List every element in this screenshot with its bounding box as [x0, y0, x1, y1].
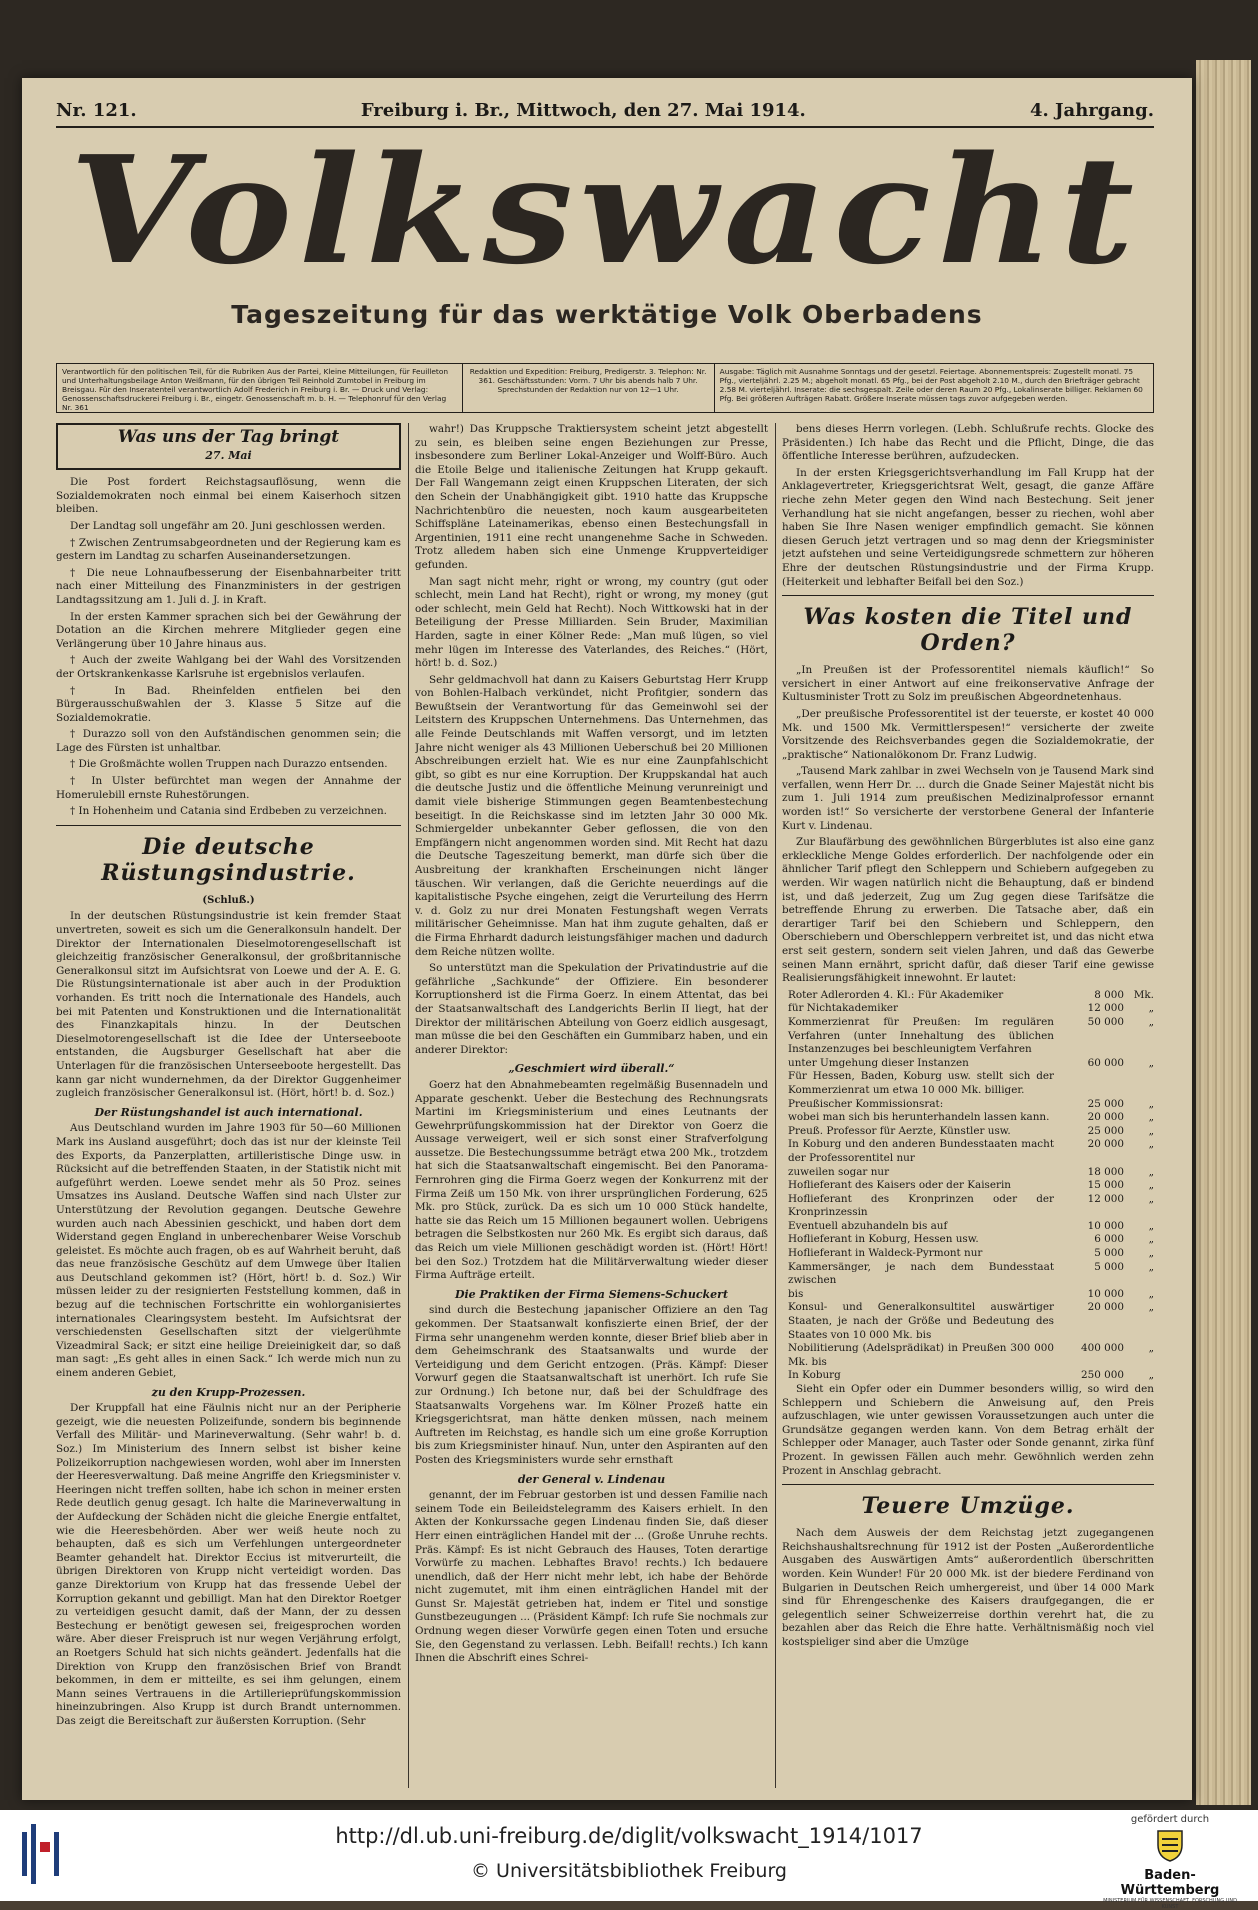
article-paragraph: In der deutschen Rüstungsindustrie ist kein fremder Staat unvertreten, soweit es sich um die Generalkonsuln handelt. Der Direktor der Internationalen Dieselmotorengesellschaft ist gleichzeitig französischer Generalkonsul, der großbritannische Generalkonsul sitzt im Aufsichtsrat von Loewe und der A. E. G. Die Rüstungsinternationale ist aber auch in der Produktion vorhanden. Es tritt noch die Internationale des Handels, auch bei mit Patenten und Konstruktionen und die Internationalität des Finanzkapitals hinzu. In der Deutschen Dieselmotorengesellschaft ist die Idee der Unterseeboote entstanden, die Augsburger Gesellschaft hat aber die Unterlagen für die französischen Unterseeboote hergestellt. Das kann gar nicht wundernehmen, da der Direktor Guggenheimer zugleich französischer Generalkonsul ist. (Hört, hört! b. d. Soz.) [56, 910, 401, 1100]
article-paragraph: Zur Blaufärbung des gewöhnlichen Bürgerblutes ist also eine ganz erkleckliche Menge Goldes erforderlich. Der nachfolgende oder ein ähnlicher Tarif pflegt den Schleppern und Schiebern aufgegeben zu werden. Wir wagen natürlich nicht die Behauptung, daß er bindend ist, und daß jederzeit, Zug um Zug gegen diese Tarifsätze die betreffende Ehrung zu erwerben. Die Tatsache aber, daß ein derartiger Tarif bei den Schiebern und Schleppern, den Oberschiebern und Oberschleppern verbreitet ist, und das nicht etwa erst seit gestern, sondern seit vielen Jahren, und daß das Gewerbe seinen Mann ernährt, spricht dafür, daß dieser Tarif eine gewisse Realisierungsfähigkeit innewohnt. Er lautet: [782, 836, 1154, 985]
price-item: bis [788, 1287, 804, 1300]
price-unit: „ [1148, 1342, 1154, 1355]
column-1 [56, 423, 401, 1788]
price-item: wobei man sich bis herunterhandeln lassen kann. [788, 1111, 1050, 1124]
newspaper-page [22, 78, 1192, 1800]
section-heading: der General v. Lindenau [517, 1472, 666, 1486]
price-item: Roter Adlerorden 4. Kl.: Für Akademiker [788, 988, 1004, 1001]
section-heading: „Geschmiert wird überall.“ [508, 1062, 675, 1076]
article-paragraph: † Durazzo soll von den Aufständischen genommen sein; die Lage des Fürsten ist unhaltbar. [56, 728, 401, 754]
sponsor-ministry: MINISTERIUM FÜR WISSENSCHAFT, FORSCHUNG UND KUNST [1103, 1898, 1237, 1910]
price-unit: „ [1148, 1124, 1154, 1137]
price-value: 12 000 [1087, 1192, 1124, 1205]
sponsor-block [1100, 1814, 1240, 1910]
price-unit: „ [1148, 1301, 1154, 1314]
article-paragraph: Sehr geldmachvoll hat dann zu Kaisers Geburtstag Herr Krupp von Bohlen-Halbach verkündet, nicht Profitgier, sondern das Bewußtsein der Verantwortung für das Gemeinwohl sei der Leitstern des Kruppschen Unternehmens. Das Unternehmen, das alle Feinde Deutschlands mit Waffen versorgt, und im letzten Jahre nicht weniger als 43 Millionen Ueberschuß bei 20 Millionen Abschreibungen erzielt hat. Wie es nur eine Zaunpfahlschicht gibt, so gibt es nur eine Korruption. Der Kruppskandal hat auch die deutsche Justiz und die öffentliche Meinung verunreinigt und damit viele bisherige Stimmungen gegen Beamtenbestechung beseitigt. In die Reichskasse sind im letzten Jahr 30 000 Mk. Schmiergelder unbekannter Geber geflossen, die von den Empfängern nicht angenommen worden sind. Mit Recht hat dazu die Deutsche Tageszeitung bemerkt, man dürfe sich über die Ausbreitung der krankhaften Erscheinungen nicht länger täuschen. Wir verlangen, daß die Gerichte neuerdings auf die kapitalistische Psyche eingehen, zeigt die Verurteilung des Herrn v. d. Golz zu nur drei Monaten Festungshaft wegen Verrats militärischer Geheimnisse. Man hat ihm zugute gehalten, daß er die Firma Ehrhardt dadurch leistungsfähiger machen und dadurch dem Reiche nützen wollte. [415, 673, 768, 958]
price-row [782, 1301, 1154, 1342]
price-unit: „ [1148, 1165, 1154, 1178]
price-item: Hoflieferant des Kaisers oder der Kaiserin [788, 1179, 1011, 1192]
price-row [782, 1261, 1154, 1288]
price-unit: „ [1148, 1287, 1154, 1300]
price-value [1054, 1070, 1124, 1097]
price-item: Kommerzienrat für Preußen: Im regulären Verfahren (unter Innehaltung des üblichen Instanzenzuges bei beschleunigtem Verfahren [788, 1015, 1054, 1056]
price-item: Hoflieferant in Waldeck-Pyrmont nur [788, 1247, 983, 1260]
price-item: Preuß. Professor für Aerzte, Künstler usw. [788, 1124, 1011, 1137]
price-item: Eventuell abzuhandeln bis auf [788, 1219, 948, 1232]
price-value: 10 000 [1087, 1219, 1124, 1232]
issue-number: Nr. 121. [56, 100, 137, 121]
price-value: 15 000 [1087, 1179, 1124, 1192]
price-unit: „ [1148, 1056, 1154, 1069]
price-value: 20 000 [1087, 1111, 1124, 1124]
article-title-umzuege: Teuere Umzüge. [861, 1493, 1075, 1520]
article-paragraph: † Die neue Lohnaufbesserung der Eisenbahnarbeiter tritt nach einer Mitteilung des Finanzministers in der gestrigen Landtagssitzung am 1. Juli d. J. in Kraft. [56, 566, 401, 606]
price-unit: „ [1148, 1138, 1154, 1151]
article-paragraph: bens dieses Herrn vorlegen. (Lebh. Schlußrufe rechts. Glocke des Präsidenten.) Ich habe das Recht und die Pflicht, Dinge, die das öffentliche Interesse berühren, aufzudecken. [782, 423, 1154, 463]
price-unit: „ [1148, 1015, 1154, 1028]
article-subtitle-ruestung: (Schluß.) [202, 894, 255, 906]
price-value: 6 000 [1094, 1233, 1124, 1246]
sponsor-name: Baden-Württemberg [1120, 1868, 1220, 1898]
column-rule [408, 423, 409, 1788]
article-paragraph: „Der preußische Professorentitel ist der teuerste, er kostet 40 000 Mk. und 1500 Mk. Vermittlerspesen!“ versicherte der zweite Vorsitzende des Reichsverbandes gegen die Sozialdemokratie, der „praktische“ Nationalökonom Dr. Franz Ludwig. [782, 707, 1154, 761]
price-unit: „ [1148, 1111, 1154, 1124]
column-3 [782, 423, 1154, 1788]
column-divider [782, 1484, 1154, 1485]
price-value: 18 000 [1087, 1165, 1124, 1178]
article-paragraph: † Die Großmächte wollen Truppen nach Durazzo entsenden. [70, 758, 388, 771]
day-items [56, 476, 401, 819]
price-value: 60 000 [1087, 1056, 1124, 1069]
article-paragraph: † In Bad. Rheinfelden entfielen bei den Bürgerausschußwahlen der 3. Klasse 5 Sitze auf die Sozialdemokratie. [56, 684, 401, 724]
article-paragraph: „Tausend Mark zahlbar in zwei Wechseln von je Tausend Mark sind verfallen, wenn Herr Dr. ... durch die Gnade Seiner Majestät nicht bis zum 1. Juli 1914 zum preußischen Medizinalprofessor ernannt worden ist!“ So versicherte der verstorbene General der Infanterie Kurt v. Lindenau. [782, 765, 1154, 832]
day-box-date: 27. Mai [205, 448, 252, 462]
article-paragraph: Der Kruppfall hat eine Fäulnis nicht nur an der Peripherie gezeigt, wie die neuesten Polizeifunde, sondern bis beginnende Verfall des Militär- und Marineverwaltung. (Sehr wahr! b. d. Soz.) Im Ministerium des Innern selbst ist bisher keine Polizeikorruption nachgewiesen worden, wohl aber im Innersten der Heeresverwaltung. Daß meine Angriffe den Kriegsminister v. Heeringen nicht treffen sollten, habe ich schon in meiner ersten Rede deutlich genug gesagt. Ich halte die Marineverwaltung in der Aufdeckung der Schäden nicht die gleiche Energie entfaltet, wie die Heeresbehörden. Aber wer weiß heute noch zu behaupten, daß es sich um Verfehlungen untergeordneter Beamter gehandelt hat. Direktor Eccius ist mitverurteilt, die übrigen Direktoren von Krupp nicht verteidigt worden. Das ganze Direktorium von Krupp hat das fressende Uebel der Korruption gekannt und gebilligt. Man hat den Direktor Roetger zu verteidigen gesucht damit, daß der Mann, der zu dessen Bestechung er benötigt gewesen sei, freigesprochen worden wäre. Aber dieser Freispruch ist nur wegen Verjährung erfolgt, an Roetgers Schuld hat sich nichts geändert. Jedenfalls hat die Direktion von Krupp den französischen Brief von Brandt bekommen, in dem er mitteilte, es sei ihm gelungen, einem Mann seines Vertrauens in die Artillerieprüfungskommission hineinzubringen. Also Krupp ist durch Brandt unternommen. Das zeigt die Bereitschaft zur äußersten Korruption. (Sehr [56, 1402, 401, 1727]
article-body-end [782, 423, 1154, 589]
article-title-titel-orden: Was kosten die Titel und Orden? [803, 604, 1133, 657]
price-unit: „ [1148, 1192, 1154, 1205]
article-body-ruestung [56, 910, 401, 1728]
price-unit: „ [1148, 1219, 1154, 1232]
price-item: Preußischer Kommissionsrat: [788, 1097, 944, 1110]
price-row [782, 1016, 1154, 1057]
infobox-responsible: Verantwortlich für den politischen Teil, für die Rubriken Aus der Partei, Kleine Mitteilungen, für Feuilleton und Unterhaltungsbeilage Anton Weißmann, für den übrigen Teil Reinhold Zumtobel in Freiburg im Breisgau. Für den Inseratenteil verantwortlich Adolf Frederich in Freiburg i. Br. — Druck und Verlag: Genossenschaftsdruckerei Freiburg i. Br., eingetr. Genossenschaft m. b. H. — Telephonruf für den Verlag Nr. 361 [62, 367, 449, 412]
price-item: In Koburg [788, 1369, 841, 1382]
baden-wuerttemberg-crest-icon [1152, 1827, 1188, 1863]
price-row [782, 1098, 1154, 1112]
article-paragraph: So unterstützt man die Spekulation der Privatindustrie auf die gefährliche „Sachkunde“ der Offiziere. Ein besonderer Korruptionsherd ist die Firma Goerz. In einem Attentat, das bei der Staatsanwaltschaft des Landgerichts Berlin II liegt, hat der Direktor der militärischen Abteilung von Goerz eidlich ausgesagt, man müsse die bei den Geschäften ein Gummibarz haben, und ein anderer Direktor: [415, 962, 768, 1056]
price-value: 5 000 [1094, 1260, 1124, 1273]
price-item: Konsul- und Generalkonsultitel auswärtiger Staaten, je nach der Größe und Bedeutung des Staates von 10 000 Mk. bis [788, 1301, 1054, 1341]
article-body-umzuege [782, 1527, 1154, 1649]
price-unit: „ [1148, 1233, 1154, 1246]
price-row [782, 1193, 1154, 1220]
price-unit: „ [1148, 1247, 1154, 1260]
price-value: 12 000 [1087, 1002, 1124, 1015]
price-value: 250 000 [1081, 1369, 1124, 1382]
article-paragraph: In der ersten Kriegsgerichtsverhandlung im Fall Krupp hat der Anklagevertreter, Kriegsgerichtsrat Welt, gesagt, die ganze Affäre rieche zehn Meter gegen den Wind nach Bestechung. Seit jener Verhandlung hat sie nicht angefangen, besser zu riechen, wohl aber haben Sie Ihre Nasen weniger empfindlich gemacht. Sie können diesen Geruch jetzt vertragen und so mag denn der Kriegsminister jetzt aufstehen und seine Verteidigungsrede schmettern zur höheren Ehre der deutschen Rüstungsindustrie und der Firma Krupp. (Heiterkeit und lebhafter Beifall bei den Soz.) [782, 466, 1154, 588]
price-value: 20 000 [1087, 1138, 1124, 1151]
price-row [782, 1342, 1154, 1369]
article-body-continued [415, 423, 768, 1666]
price-row [782, 1247, 1154, 1261]
section-heading: Die Praktiken der Firma Siemens-Schuckert [454, 1287, 729, 1301]
article-paragraph: † Zwischen Zentrumsabgeordneten und der Regierung kam es gestern im Landtag zu scharfen Auseinandersetzungen. [56, 536, 401, 563]
price-item: Hoflieferant in Koburg, Hessen usw. [788, 1233, 979, 1246]
price-row [782, 1138, 1154, 1165]
permalink-url[interactable]: http://dl.ub.uni-freiburg.de/diglit/volkswacht_1914/1017 [335, 1824, 923, 1848]
price-unit: „ [1148, 1097, 1154, 1110]
price-row [782, 1002, 1154, 1016]
price-item: In Koburg und den anderen Bundesstaaten macht der Professorentitel nur [788, 1138, 1054, 1164]
article-paragraph: Goerz hat den Abnahmebeamten regelmäßig Busennadeln und Apparate geschenkt. Ueber die Bestechung des Rechnungsrats Martini im Kriegsministerium und eines Leutnants der Gewehrprüfungskommission hat der Direktor von Goerz die Aussage verweigert, weil er sich sonst einer Strafverfolgung aussetze. Die Bestechungssumme beträgt etwa 200 Mk., trotzdem hat sich die Staatsanwaltschaft eingemischt. Bei den Panorama-Fernrohren ging die Firma Goerz wegen der Konkurrenz mit der Firma Zeiß um 150 Mk. von ihrer ursprünglichen Forderung, 625 Mk. pro Stück, zurück. Da es sich um 10 000 Stück handelte, hatte sie das Reich um 15 Millionen begaunert wollen. Uebrigens betragen die Selbstkosten nur 260 Mk. Es ergibt sich daraus, daß das Reich um viele Millionen geschädigt worden ist. (Hört! Hört! bei den Soz.) Trotzdem hat die Militärverwaltung wieder dieser Firma Aufträge erteilt. [415, 1078, 768, 1282]
price-unit: „ [1148, 1002, 1154, 1015]
article-paragraph: † In Ulster befürchtet man wegen der Annahme der Homerulebill ernste Ruhestörungen. [56, 775, 401, 801]
price-row [782, 1288, 1154, 1302]
price-value: 25 000 [1087, 1124, 1124, 1137]
article-paragraph: genannt, der im Februar gestorben ist und dessen Familie nach seinem Tode ein Beileidstelegramm des Kaisers erhielt. In den Akten der Konkurssache gegen Lindenau finden Sie, daß dieser Herr einen einträglichen Handel mit der ... (Große Unruhe rechts. Präs. Kämpf: Es ist nicht Gebrauch des Hauses, Toten derartige Vorwürfe zu machen. Lebhaftes Bravo! rechts.) Ich bedauere unendlich, daß der Herr nicht mehr lebt, ich habe der Behörde nicht zugemutet, mit ihm einen einträglichen Handel mit der Gunst Sr. Majestät getrieben hat, indem er Titel und sonstige Gunstbezeugungen ... (Präsident Kämpf: Ich rufe Sie nochmals zur Ordnung wegen dieser Vorwürfe gegen einen Toten und ersuche Sie, den Gegenstand zu verlassen. Lebh. Beifall! rechts.) Ich kann Ihnen die Abschrift eines Schrei- [415, 1489, 768, 1665]
article-paragraph: wahr!) Das Kruppsche Traktiersystem scheint jetzt abgestellt zu sein, es bleiben seine engen Beziehungen zur Presse, insbesondere zum Berliner Lokal-Anzeiger und Wolff-Büro. Auch die Etoile Belge und italienische Zeitungen hat Krupp gekauft. Der Fall Wangemann zeigt einen Kruppschen Literaten, der sich den Schein der Unabhängigkeit gibt. 1910 hatte das Kruppsche Nachrichtenbüro die neuesten, noch kaum ausgearbeiteten Schiffspläne Lateinamerikas, ebenso einen Bestechungsfall in Argentinien, 1911 eine recht unangenehme Sache in Schweden. Trotz alledem haben sich eine Unmenge Kruppverteidiger gefunden. [415, 423, 768, 571]
column-rule [775, 423, 776, 1788]
price-row [782, 1111, 1154, 1125]
price-unit: „ [1148, 1260, 1154, 1273]
column-divider [56, 825, 401, 826]
price-row [782, 1166, 1154, 1180]
sponsor-label: gefördert durch [1130, 1814, 1210, 1825]
masthead-subtitle: Tageszeitung für das werktätige Volk Oberbadens [231, 300, 983, 329]
price-unit: „ [1148, 1369, 1154, 1382]
price-value: 25 000 [1087, 1097, 1124, 1110]
price-item: für Nichtakademiker [788, 1002, 898, 1015]
price-row [782, 1233, 1154, 1247]
issue-place-date: Freiburg i. Br., Mittwoch, den 27. Mai 1914. [360, 100, 806, 121]
issue-volume: 4. Jahrgang. [1029, 100, 1154, 121]
price-row [782, 1369, 1154, 1383]
price-item: Hoflieferant des Kronprinzen oder der Kronprinzessin [788, 1192, 1054, 1219]
price-value: 50 000 [1087, 1015, 1124, 1028]
price-value: 10 000 [1087, 1287, 1124, 1300]
issue-header [56, 100, 1154, 124]
article-paragraph: sind durch die Bestechung japanischer Offiziere an den Tag gekommen. Der Staatsanwalt konfiszierte einen Brief, der der Firma sehr unangenehm werden konnte, dieser Brief blieb aber in dem Geheimschrank des Staatsanwalts und wurde der Verteidigung und dem Gericht entzogen. (Präs. Kämpf: Dieser Vorwurf gegen die Staatsanwaltschaft ist unerhört. Ich rufe Sie zur Ordnung.) Ich betone nur, daß bei der Schuldfrage des Staatsanwalts Vorgehens war. Im Kölner Prozeß hatte ein Kriegsgerichtsrat, man hätte denken müssen, nach meinem Auftreten im Reichstag, es handle sich um eine große Korruption bis zum Kriegsminister hinauf. Nun, unter den Aspiranten auf den Posten des Kriegsministers wurde sehr ernsthaft [415, 1304, 768, 1466]
price-value: 8 000 [1094, 988, 1124, 1001]
price-row [782, 1057, 1154, 1071]
price-item: Für Hessen, Baden, Koburg usw. stellt sich der Kommerzienrat um etwa 10 000 Mk. billiger. [788, 1070, 1054, 1096]
infobox-office: Redaktion und Expedition: Freiburg, Predigerstr. 3. Telephon: Nr. 361. Geschäftsstunden: Vorm. 7 Uhr bis abends halb 7 Uhr. Sprechstunden der Redaktion nur von 12—1 Uhr. [462, 364, 714, 412]
price-value: 400 000 [1081, 1342, 1124, 1355]
price-row [782, 1125, 1154, 1139]
article-paragraph: Nach dem Ausweis der dem Reichstag jetzt zugegangenen Reichshaushaltsrechnung für 1912 ist der Posten „Außerordentliche Ausgaben des Auswärtigen Amts“ außerordentlich überschritten worden. Kein Wunder! Für 20 000 Mk. ist der biedere Ferdinand von Bulgarien in Deutschen Reich umhergereist, und über 14 000 Mark sind für Ehrengeschenke des Kaisers draufgegangen, die er gelegentlich seiner Schweizerreise dorthin verehrt hat, die zu bezahlen aber das Reich die Ehre hatte. Verhältnismäßig noch viel kostspieliger sind aber die Umzüge [782, 1527, 1154, 1648]
price-unit: „ [1148, 1179, 1154, 1192]
article-paragraph: Der Landtag soll ungefähr am 20. Juni geschlossen werden. [70, 519, 386, 532]
masthead-title: Volkswacht [69, 123, 1141, 297]
article-body-titel-orden [782, 664, 1154, 986]
price-unit: Mk. [1133, 988, 1154, 1001]
infobox-subscription: Ausgabe: Täglich mit Ausnahme Sonntags und der gesetzl. Feiertage. Abonnementspreis: Zugestellt monatl. 75 Pfg., vierteljährl. 2.25 M.; abgeholt monatl. 65 Pfg., bei der Post abgeholt 2.10 M., durch den Briefträger gebracht 2.58 M. vierteljährl. Inserate: die sechsgespalt. Zeile oder deren Raum 20 Pfg., Lokalinserate billiger. Reklamen 60 Pfg. Bei größeren Aufträgen Rabatt. Größere Inserate müssen tags zuvor aufgegeben werden. [714, 364, 1153, 412]
publisher-infobox [56, 363, 1154, 413]
price-row [782, 989, 1154, 1003]
article-paragraph: Sieht ein Opfer oder ein Dummer besonders willig, so wird den Schleppern und Schiebern die Anweisung auf, den Preis aufzuschlagen, wie unter gewissen Voraussetzungen auch unter die Grundsätze gegangen werden kann. Von dem Betrag erhält der Schlepper oder Manager, auch Taster oder Sonde genannt, zirka fünf Prozent. In gewissen Fällen auch mehr. Gewöhnlich werden zehn Prozent in Anschlag gebracht. [782, 1383, 1154, 1477]
day-box [56, 423, 401, 470]
copyright-notice: © Universitätsbibliothek Freiburg [471, 1860, 787, 1882]
article-paragraph: Man sagt nicht mehr, right or wrong, my country (gut oder schlecht, mein Land hat Recht), right or wrong, my money (gut oder schlecht, mein Geld hat Recht). Noch Wittkowski hat in der Beteiligung der Presse Milliarden. Sein Bruder, Maximilian Harden, sagte in einer Kölner Rede: „Man muß lügen, so viel mehr lügen im Interesse des Vaterlandes, des Reiches.“ (Hört, hört! b. d. Soz.) [415, 575, 768, 670]
book-spine [1196, 60, 1251, 1805]
column-divider [782, 595, 1154, 596]
article-paragraph: In der ersten Kammer sprachen sich bei der Gewährung der Dotation an die Kirchen mehrere Mitglieder gegen eine Verlängerung über 10 Jahre hinaus aus. [56, 610, 401, 650]
price-row [782, 1220, 1154, 1234]
article-paragraph: Die Post fordert Reichstagsauflösung, wenn die Sozialdemokraten noch einmal bei einem Kaiserhoch sitzen bleiben. [56, 476, 401, 516]
article-paragraph: Aus Deutschland wurden im Jahre 1903 für 50—60 Millionen Mark ins Ausland ausgeführt; doch das ist nur der kleinste Teil des Exports, da Panzerplatten, artilleristische Dinge usw. in Rücksicht auf die betreffenden Staaten, in der Statistik nicht mit aufgeführt werden. Loewe sendet mehr als 50 Proz. seines Umsatzes ins Ausland. Deutsche Waffen sind nach Ulster zur Unterstützung der Revolution gegangen. Deutsche Gewehre wurden auch nach Abessinien geschickt, und haben dort dem Widerstand gegen England in unberechenbarer Weise Vorschub geleistet. Es möchte auch fragen, ob es auf Wahrheit beruht, daß das neue französische Geschütz auf dem Umwege über Italien aus Deutschland gekommen ist? (Hört, hört! b. d. Soz.) Wir müssen leider zu der resignierten Feststellung kommen, daß in bezug auf die technischen Fortschritte ein wohlorganisiertes internationales Clearingsystem besteht. Im Aufsichtsrat der verschiedensten Gesellschaften sitzt der vielgerühmte Vizeadmiral Sack; er sitzt eine heilige Dreieinigkeit dar, so daß man sagt: „Es geht alles in einen Sack.“ Ich werde mich nun zu einem anderen Gebiet, [56, 1122, 401, 1380]
price-item: unter Umgehung dieser Instanzen [788, 1056, 969, 1069]
viewer-footer [0, 1810, 1258, 1910]
day-box-title: Was uns der Tag bringt [117, 427, 340, 447]
article-paragraph: † Auch der zweite Wahlgang bei der Wahl des Vorsitzenden der Ortskrankenkasse Karlsruhe ist ergebnislos verlaufen. [56, 654, 401, 680]
price-item: zuweilen sogar nur [788, 1165, 890, 1178]
column-2 [415, 423, 768, 1788]
price-list [782, 989, 1154, 1383]
article-paragraph: † In Hohenheim und Catania sind Erdbeben zu verzeichnen. [70, 805, 387, 818]
price-unit [1124, 1070, 1154, 1097]
article-paragraph: „In Preußen ist der Professorentitel niemals käuflich!“ So versichert in einer Antwort auf eine freikonservative Anfrage der Kultusminister Trott zu Solz im preußischen Abgeordnetenhaus. [782, 664, 1154, 704]
price-value: 5 000 [1094, 1247, 1124, 1260]
price-item: Kammersänger, je nach dem Bundesstaat zwischen [788, 1260, 1054, 1287]
section-heading: zu den Krupp-Prozessen. [151, 1385, 306, 1399]
section-heading: Der Rüstungshandel ist auch international. [94, 1105, 363, 1119]
article-title-ruestung: Die deutsche Rüstungsindustrie. [101, 833, 356, 886]
price-value: 20 000 [1087, 1301, 1124, 1314]
price-item: Nobilitierung (Adelsprädikat) in Preußen 300 000 Mk. bis [788, 1342, 1054, 1368]
price-row [782, 1179, 1154, 1193]
price-row [782, 1070, 1154, 1097]
